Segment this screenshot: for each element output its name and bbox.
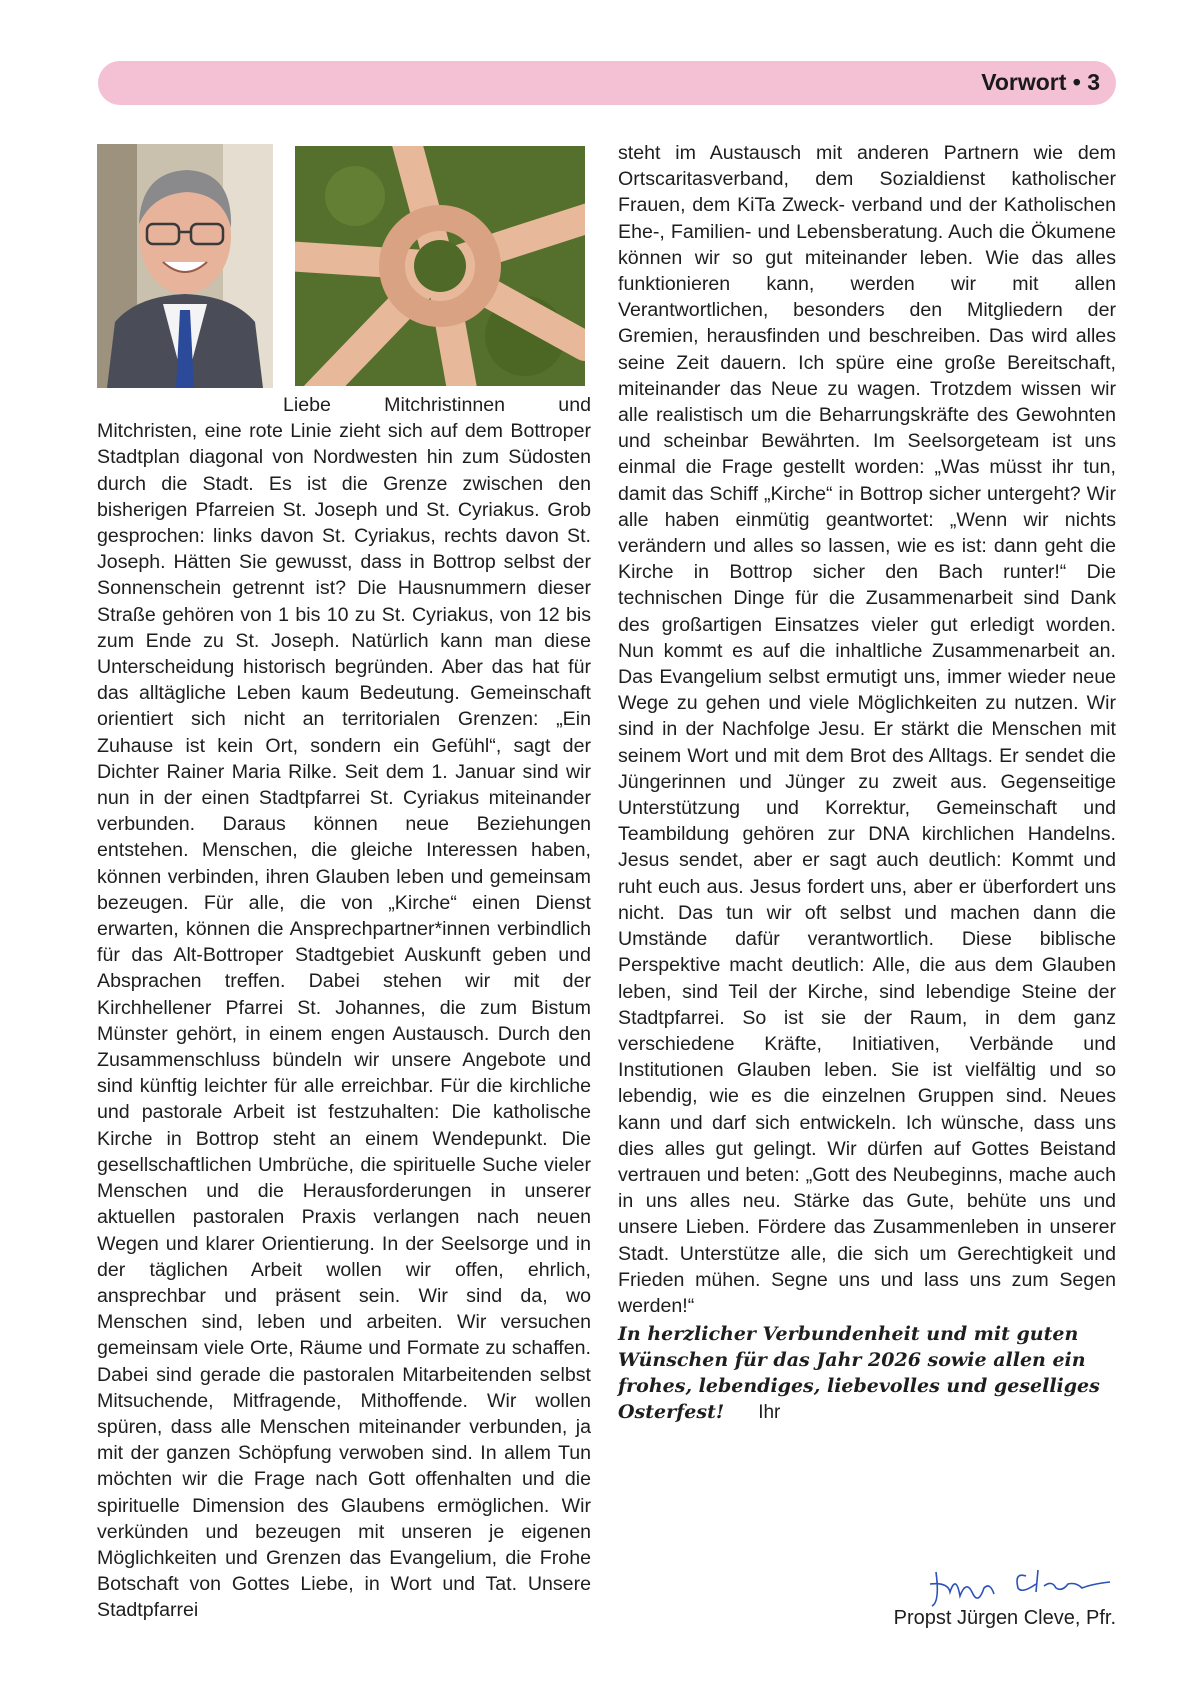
editorial-text-left: Liebe Mitchristinnen und Mitchristen, eine rote Linie zieht sich auf dem Bottroper Stadtplan diagonal von Nordwesten hin zum Südosten durch die Stadt. Es ist die Grenze zwischen den bisherigen Pfarreien St. Joseph und St. Cyriakus. Grob gesprochen: links davon St. Cyriakus, rechts davon St. Joseph. Hätten Sie gewusst, dass in Bottrop selbst der Sonnenschein getrennt ist? Die Hausnummern dieser Straße gehören von 1 bis 10 zu St. Cyriakus, von 12 bis zum Ende zu St. Joseph. Natürlich kann man diese Unterscheidung historisch begründen. Aber das hat für das alltägliche Leben kaum Bedeutung. Gemeinschaft orientiert sich nicht an territorialen Grenzen: „Ein Zuhause ist kein Ort, sondern ein Gefühl“, sagt der Dichter Rainer Maria Rilke. Seit dem 1. Januar sind wir nun in der einen Stadtpfarrei St. Cyriakus miteinander verbunden. Daraus können neue Beziehungen entstehen. Menschen, die gleiche Interessen haben, können verbinden, ihren Glauben leben und gemeinsam bezeugen. Für alle, die von „Kirche“ einen Dienst erwarten, können die Ansprechpartner*innen verbindlich für das Alt-Bottroper Stadtgebiet Auskunft geben und Absprachen treffen. Dabei stehen wir mit der Kirchhellener Pfarrei St. Johannes, die zum Bistum Münster gehört, in einem engen Austausch. Durch den Zusammenschluss bündeln wir unsere Angebote und sind künftig leichter für alle erreichbar. Für die kirchliche und pastorale Arbeit ist festzuhalten: Die katholische Kirche in Bottrop steht an einem Wendepunkt. Die gesellschaftlichen Umbrüche, die spirituelle Suche vieler Menschen und die Herausforderungen in unserer aktuellen pastoralen Praxis verlangen nach neuen Wegen und klarer Orientierung. In der Seelsorge und in der täglichen Arbeit wollen wir offen, ehrlich, ansprechbar und präsent sein. Wir sind da, wo Menschen sind, leben und arbeiten. Wir versuchen gemeinsam viele Orte, Räume und Formate zu schaffen. Dabei sind gerade die pastoralen Mitarbeitenden selbst Mitsuchende, Mitfragende, Mithoffende. Wir wollen spüren, dass alle Menschen miteinander verbunden, ja mit der ganzen Schöpfung verwoben sind. In allem Tun möchten wir die Frage nach Gott offenhalten und die spirituelle Dimension des Glaubens ermöglichen. Wir verkünden und bezeugen mit unseren je eigenen Möglichkeiten und Grenzen das Evangelium, die Frohe Botschaft von Gottes Liebe, in Wort und Tat. Unsere Stadtpfarrei: [97, 394, 591, 1622]
closing-greeting: [618, 1321, 1116, 1426]
author-portrait: [97, 144, 273, 388]
closing-ihr: Ihr: [758, 1402, 781, 1424]
hands-circle-photo: [295, 146, 585, 386]
right-column: [618, 140, 1116, 1610]
header-bar: [98, 61, 1116, 105]
editorial-text-right: steht im Austausch mit anderen Partnern wie dem Ortscaritasverband, dem Sozialdienst katholischer Frauen, dem KiTa Zweck- verband und der Katholischen Ehe-, Familien- und Lebensberatung. Auch die Ökumene können wir so gut miteinander leben. Wie das alles funktionieren kann, werden wir mit allen Verantwortlichen, besonders den Mitgliedern der Gremien, herausfinden und beschreiben. Das wird alles seine Zeit dauern. Ich spüre eine große Bereitschaft, miteinander das Neue zu wagen. Trotzdem wissen wir alle realistisch um die Beharrungskräfte des Gewohnten und scheinbar Bewährten. Im Seelsorgeteam ist uns einmal die Frage gestellt worden: „Was müsst ihr tun, damit das Schiff „Kirche“ in Bottrop sicher untergeht? Wir alle haben einmütig geantwortet: „Wenn wir nichts verändern und alles so lassen, wie es ist: dann geht die Kirche in Bottrop sicher den Bach runter!“ Die technischen Dinge für die Zusammenarbeit sind Dank des großartigen Einsatzes vieler gut erledigt worden. Nun kommt es auf die inhaltliche Zusammenarbeit an. Das Evangelium selbst ermutigt uns, immer wieder neue Wege zu gehen und viele Möglichkeiten zu nutzen. Wir sind in der Nachfolge Jesu. Er stärkt die Menschen mit seinem Wort und mit dem Brot des Alltags. Er sendet die Jüngerinnen und Jünger zu zweit aus. Gegenseitige Unterstützung und Korrektur, Gemeinschaft und Teambildung gehören zur DNA kirchlichen Handelns. Jesus sendet, aber er sagt auch deutlich: Kommt und ruht euch aus. Jesus fordert uns, aber er überfordert uns nicht. Das tun wir oft selbst und machen dann die Umstände dafür verantwortlich. Diese biblische Perspektive macht deutlich: Alle, die aus dem Glauben leben, sind Teil der Kirche, sind lebendige Steine der Stadtpfarrei. So ist sie der Raum, in dem ganz verschiedene Kräfte, Initiativen, Verbände und Institutionen Glauben leben. Sie ist vielfältig und so lebendig, wie es die einzelnen Gruppen sind. Neues kann und darf sich entwickeln. Ich wünsche, dass uns dies alles gut gelingt. Wir dürfen auf Gottes Beistand vertrauen und beten: „Gott des Neubeginns, mache auch in uns alles neu. Stärke das Gute, behüte uns und unsere Lieben. Fördere das Zusammenleben in unserer Stadt. Unterstütze alle, die sich um Gerechtigkeit und Frieden mühen. Segne uns und lass uns zum Segen werden!“: [618, 142, 1116, 1317]
section-title: Vorwort • 3: [981, 69, 1100, 95]
closing-text: In herzlicher Verbundenheit und mit guten Wünschen für das Jahr 2026 sowie allen ein frohes, lebendiges, liebevolles und geselliges Osterfest!: [618, 1323, 1100, 1424]
author-name: Propst Jürgen Cleve, Pfr.: [893, 1607, 1116, 1629]
left-column: [97, 140, 591, 1622]
handwritten-signature: [926, 1562, 1116, 1610]
